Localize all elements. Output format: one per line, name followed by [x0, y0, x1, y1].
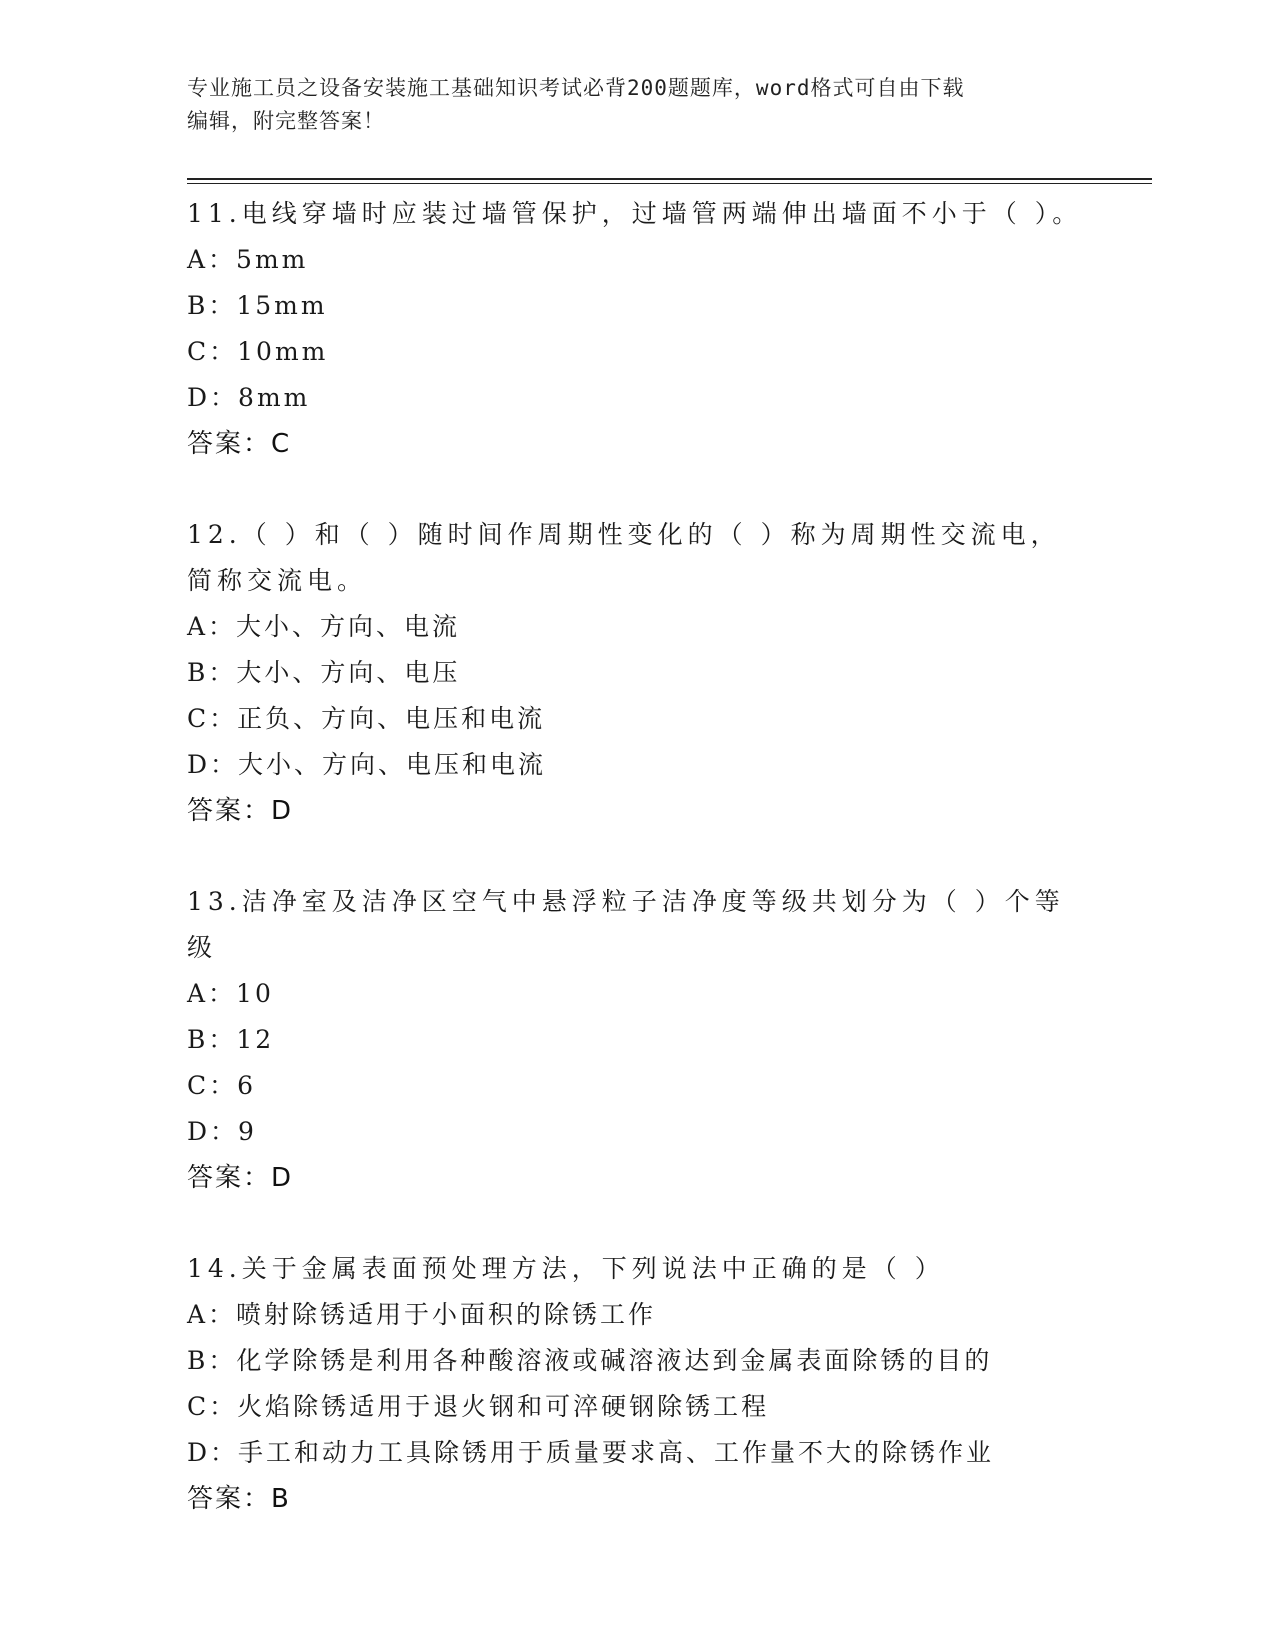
- answer-line: 答案：B: [187, 1484, 291, 1514]
- question-spacer: [187, 834, 1087, 879]
- option-b: B：12: [187, 1025, 275, 1054]
- option-c: C：10mm: [187, 337, 329, 366]
- header-title-line2: 编辑，附完整答案！: [187, 109, 385, 133]
- option-a: A：5mm: [187, 245, 309, 274]
- option-b: B：大小、方向、电压: [187, 658, 461, 687]
- question-stem: 14.关于金属表面预处理方法，下列说法中正确的是（ ）: [187, 1254, 945, 1283]
- document-header: [187, 72, 1067, 138]
- header-divider-thick: [187, 178, 1152, 180]
- option-d: D：9: [187, 1117, 257, 1146]
- option-a: A：10: [187, 979, 274, 1008]
- header-divider-thin: [187, 183, 1152, 184]
- question-list: [187, 191, 1087, 1522]
- option-a: A：喷射除锈适用于小面积的除锈工作: [187, 1300, 657, 1329]
- option-d: D：手工和动力工具除锈用于质量要求高、工作量不大的除锈作业: [187, 1438, 995, 1467]
- option-d: D：大小、方向、电压和电流: [187, 750, 547, 779]
- answer-line: 答案：D: [187, 796, 294, 826]
- question-stem: 13.洁净室及洁净区空气中悬浮粒子洁净度等级共划分为（ ）个等级: [187, 887, 1065, 962]
- question-11: [187, 191, 1087, 467]
- question-stem: 12.（ ）和（ ）随时间作周期性变化的（ ）称为周期性交流电，简称交流电。: [187, 520, 1061, 595]
- question-spacer: [187, 1201, 1087, 1246]
- option-c: C：正负、方向、电压和电流: [187, 704, 546, 733]
- question-14: [187, 1246, 1087, 1522]
- question-13: [187, 879, 1087, 1201]
- option-a: A：大小、方向、电流: [187, 612, 461, 641]
- option-c: C：火焰除锈适用于退火钢和可淬硬钢除锈工程: [187, 1392, 770, 1421]
- question-spacer: [187, 467, 1087, 512]
- option-b: B：化学除锈是利用各种酸溶液或碱溶液达到金属表面除锈的目的: [187, 1346, 993, 1375]
- answer-line: 答案：C: [187, 429, 292, 459]
- option-c: C：6: [187, 1071, 257, 1100]
- answer-line: 答案：D: [187, 1163, 294, 1193]
- question-12: [187, 512, 1087, 834]
- option-b: B：15mm: [187, 291, 328, 320]
- question-stem: 11.电线穿墙时应装过墙管保护，过墙管两端伸出墙面不小于（ ）。: [187, 199, 1083, 228]
- option-d: D：8mm: [187, 383, 311, 412]
- header-title-line1: 专业施工员之设备安装施工基础知识考试必背200题题库，word格式可自由下载: [187, 76, 965, 100]
